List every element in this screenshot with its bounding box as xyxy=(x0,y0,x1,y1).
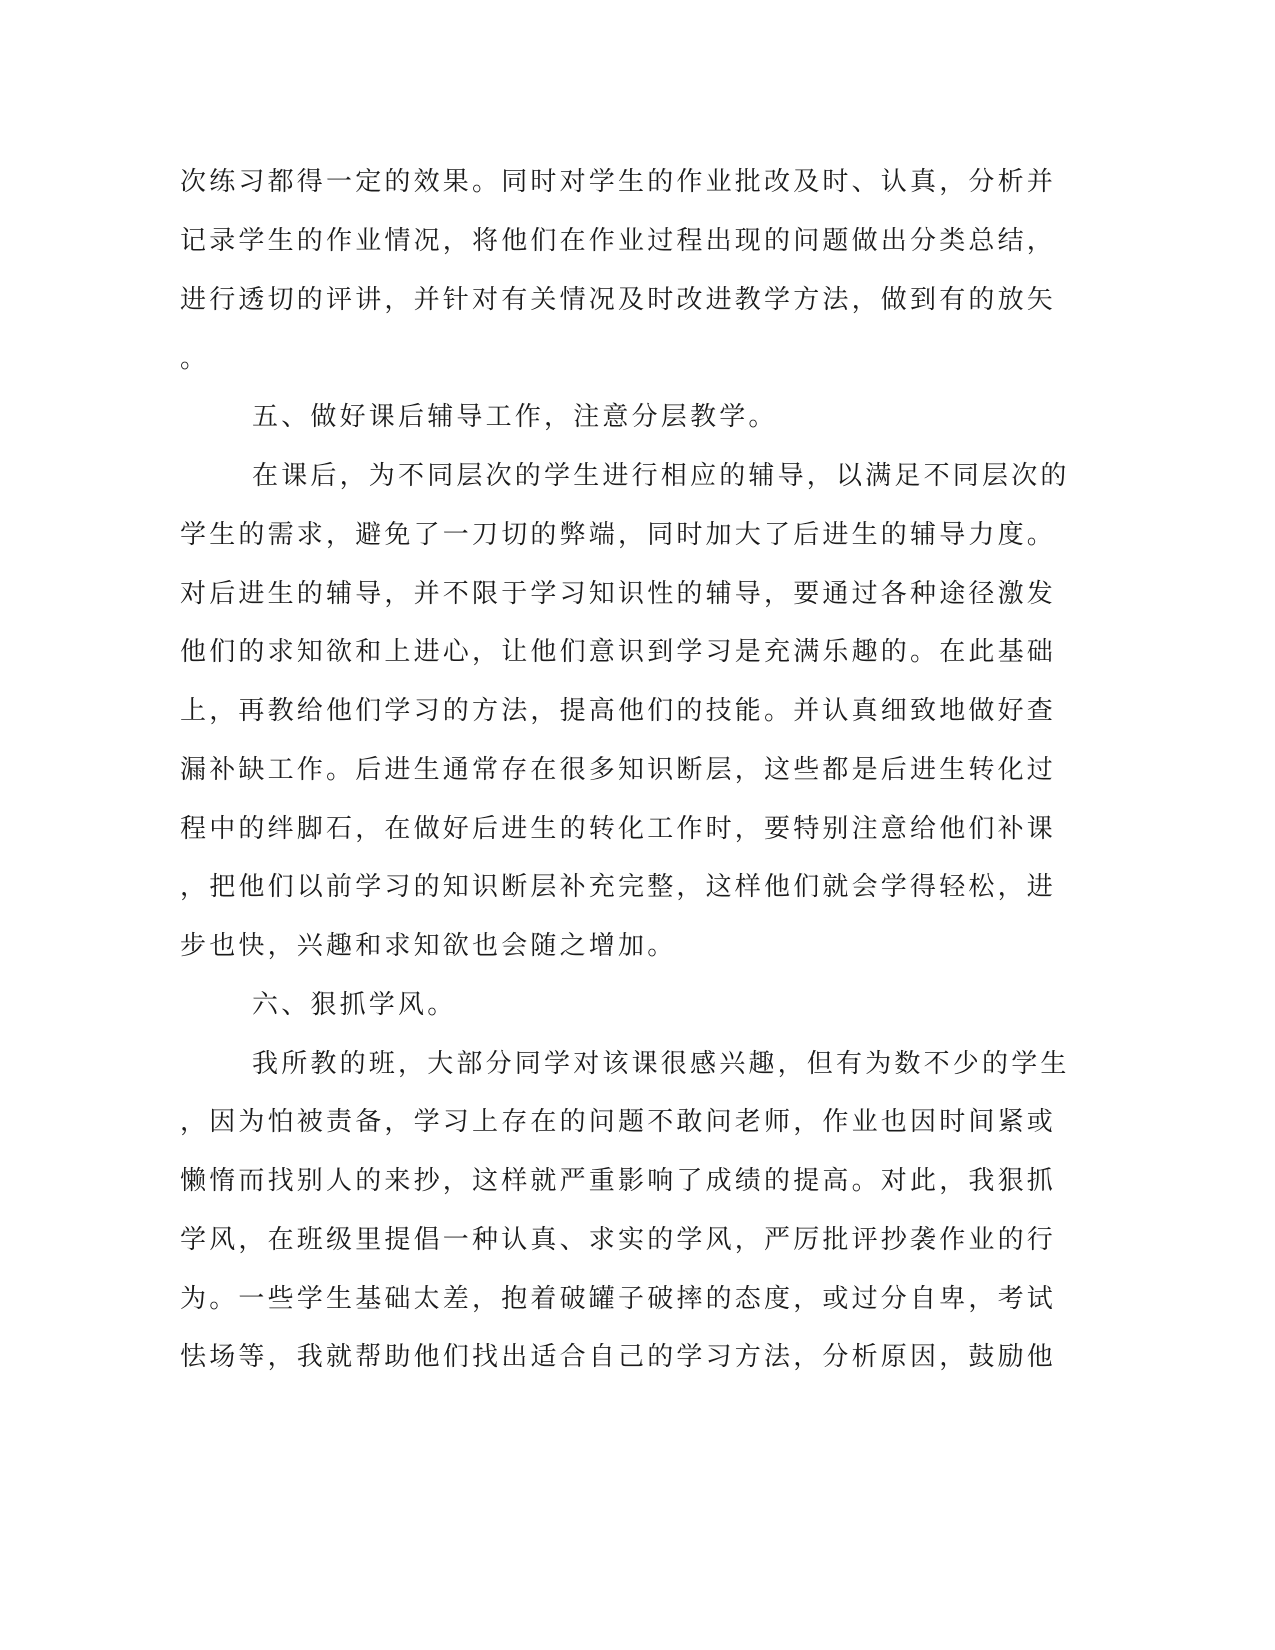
text-line: 步也快，兴趣和求知欲也会随之增加。 xyxy=(180,931,677,961)
text-line: 。 xyxy=(180,344,210,374)
text-line: 记录学生的作业情况，将他们在作业过程出现的问题做出分类总结， xyxy=(180,226,1057,256)
text-line: 学生的需求，避免了一刀切的弊端，同时加大了后进生的辅导力度。 xyxy=(180,520,1057,550)
text-line: 懒惰而找别人的来抄，这样就严重影响了成绩的提高。对此，我狠抓 xyxy=(180,1166,1057,1196)
text-line: 程中的绊脚石，在做好后进生的转化工作时，要特别注意给他们补课 xyxy=(180,814,1057,844)
text-line: 进行透切的评讲，并针对有关情况及时改进教学方法，做到有的放矢 xyxy=(180,285,1057,315)
text-line: 为。一些学生基础太差，抱着破罐子破摔的态度，或过分自卑，考试 xyxy=(180,1284,1057,1314)
paragraph-start: 我所教的班，大部分同学对该课很感兴趣，但有为数不少的学生 xyxy=(252,1049,1070,1079)
text-line: 他们的求知欲和上进心，让他们意识到学习是充满乐趣的。在此基础 xyxy=(180,637,1057,667)
text-line: 次练习都得一定的效果。同时对学生的作业批改及时、认真，分析并 xyxy=(180,167,1057,197)
text-line: 漏补缺工作。后进生通常存在很多知识断层，这些都是后进生转化过 xyxy=(180,755,1057,785)
text-line: ，因为怕被责备，学习上存在的问题不敢问老师，作业也因时间紧或 xyxy=(180,1107,1057,1137)
paragraph-start: 在课后，为不同层次的学生进行相应的辅导，以满足不同层次的 xyxy=(252,461,1070,491)
text-line: ，把他们以前学习的知识断层补充完整，这样他们就会学得轻松，进 xyxy=(180,872,1057,902)
text-line: 学风，在班级里提倡一种认真、求实的学风，严厉批评抄袭作业的行 xyxy=(180,1225,1057,1255)
text-line: 上，再教给他们学习的方法，提高他们的技能。并认真细致地做好查 xyxy=(180,696,1057,726)
text-line: 对后进生的辅导，并不限于学习知识性的辅导，要通过各种途径激发 xyxy=(180,579,1057,609)
section-heading-6: 六、狠抓学风。 xyxy=(252,990,457,1020)
section-heading-5: 五、做好课后辅导工作，注意分层教学。 xyxy=(252,402,778,432)
text-line: 怯场等，我就帮助他们找出适合自己的学习方法，分析原因，鼓励他 xyxy=(180,1342,1057,1372)
